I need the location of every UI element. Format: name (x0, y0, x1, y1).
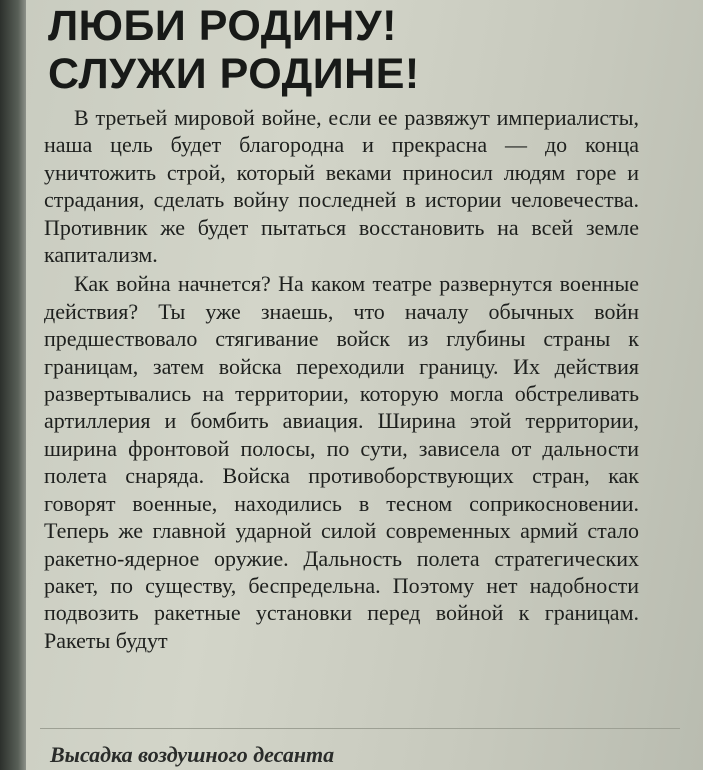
paragraph-2: Как война начнется? На каком театре развернутся военные действия? Ты уже знаешь, что началу обычных войн предшествовало стягивание войск из глубины страны к границам, затем войска переходили границу. Их действия развертывались на территории, которую могла обстреливать артиллерия и бомбить авиация. Ширина этой территории, ширина фронтовой полосы, по сути, зависела от дальности полета снаряда. Войска противоборствующих стран, как говорят военные, находились в тесном соприкосновении. Теперь же главной ударной силой современных армий стало ракетно-ядерное оружие. Дальность полета стратегических ракет, по существу, беспредельна. Поэтому нет надобности подвозить ракетные установки перед войной к границам. Ракеты будут (44, 271, 639, 653)
caption-divider (40, 728, 680, 729)
book-spine-shadow (0, 0, 26, 770)
paragraph-1: В третьей мировой войне, если ее развяжут империалисты, наша цель будет благородна и прекрасна — до конца уничтожить строй, который веками приносил людям горе и страдания, сделать войну последней в истории человечества. Противник же будет пытаться восстановить на всей земле капитализм. (44, 105, 639, 268)
body-text (44, 104, 639, 654)
book-page (26, 0, 703, 770)
heading-line-1: ЛЮБИ РОДИНУ! (48, 2, 397, 50)
page-heading (48, 2, 420, 98)
figure-caption: Высадка воздушного десанта (50, 742, 335, 767)
heading-line-2: СЛУЖИ РОДИНЕ! (48, 50, 420, 98)
